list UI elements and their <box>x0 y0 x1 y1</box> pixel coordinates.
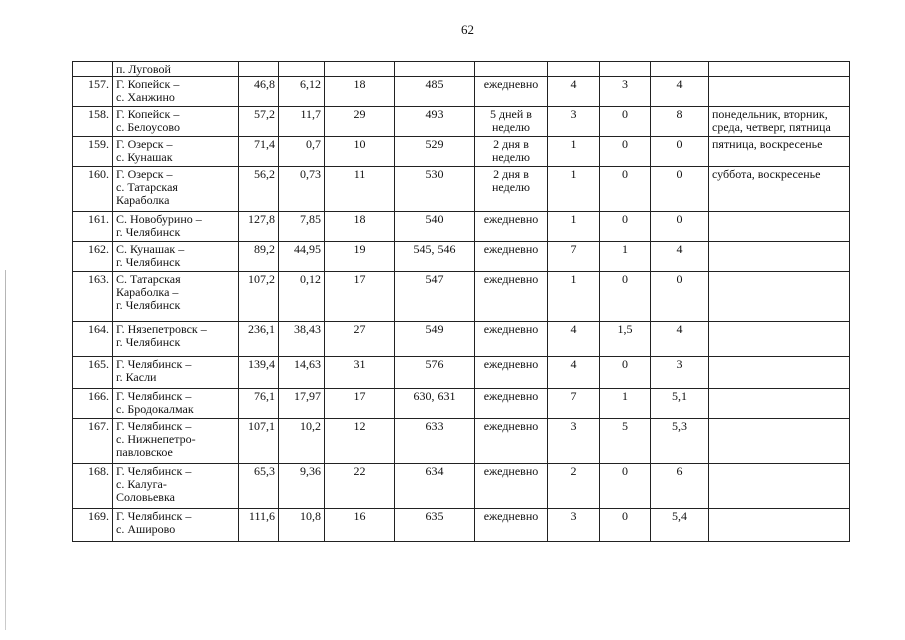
route-cell: Г. Копейск – с. Белоусово <box>113 107 239 137</box>
scan-edge-line <box>5 270 6 630</box>
value-c-cell: 0 <box>651 272 709 322</box>
table-row <box>73 272 850 322</box>
duration-cell: 11 <box>325 167 395 212</box>
frequency-cell: ежедневно <box>475 464 548 509</box>
value-a-cell: 7 <box>548 389 600 419</box>
value-c-cell: 3 <box>651 357 709 389</box>
row-number-cell: 158. <box>73 107 113 137</box>
share-cell: 9,36 <box>279 464 325 509</box>
duration-cell: 17 <box>325 389 395 419</box>
share-cell: 0,12 <box>279 272 325 322</box>
value-c-cell: 5,1 <box>651 389 709 419</box>
frequency-cell: ежедневно <box>475 77 548 107</box>
row-number-cell: 159. <box>73 137 113 167</box>
row-number-cell: 166. <box>73 389 113 419</box>
duration-cell: 19 <box>325 242 395 272</box>
row-number-cell: 157. <box>73 77 113 107</box>
value-a-cell: 2 <box>548 464 600 509</box>
value-a-cell: 7 <box>548 242 600 272</box>
route-cell: Г. Копейск – с. Ханжино <box>113 77 239 107</box>
table-row <box>73 62 850 77</box>
duration-cell: 12 <box>325 419 395 464</box>
distance-cell: 46,8 <box>239 77 279 107</box>
share-cell: 10,2 <box>279 419 325 464</box>
route-number-cell <box>395 62 475 77</box>
value-c-cell: 4 <box>651 242 709 272</box>
table-row <box>73 137 850 167</box>
days-cell <box>709 242 850 272</box>
route-cell: п. Луговой <box>113 62 239 77</box>
value-c-cell: 5,4 <box>651 509 709 542</box>
duration-cell: 31 <box>325 357 395 389</box>
distance-cell: 139,4 <box>239 357 279 389</box>
value-b-cell: 1 <box>600 389 651 419</box>
share-cell: 17,97 <box>279 389 325 419</box>
routes-table <box>72 61 850 542</box>
share-cell: 7,85 <box>279 212 325 242</box>
route-cell: Г. Нязепетровск – г. Челябинск <box>113 322 239 357</box>
value-b-cell: 0 <box>600 464 651 509</box>
route-cell: Г. Челябинск – с. Калуга- Соловьевка <box>113 464 239 509</box>
route-number-cell: 549 <box>395 322 475 357</box>
route-number-cell: 635 <box>395 509 475 542</box>
frequency-cell: ежедневно <box>475 419 548 464</box>
row-number-cell: 165. <box>73 357 113 389</box>
days-cell <box>709 509 850 542</box>
distance-cell: 76,1 <box>239 389 279 419</box>
distance-cell: 107,2 <box>239 272 279 322</box>
value-a-cell: 3 <box>548 419 600 464</box>
table-row <box>73 509 850 542</box>
days-cell <box>709 389 850 419</box>
route-number-cell: 633 <box>395 419 475 464</box>
frequency-cell: 5 дней в неделю <box>475 107 548 137</box>
frequency-cell: 2 дня в неделю <box>475 167 548 212</box>
value-a-cell: 1 <box>548 167 600 212</box>
frequency-cell: ежедневно <box>475 357 548 389</box>
table-row <box>73 212 850 242</box>
days-cell <box>709 62 850 77</box>
duration-cell: 22 <box>325 464 395 509</box>
value-b-cell: 3 <box>600 77 651 107</box>
value-a-cell: 3 <box>548 509 600 542</box>
route-cell: Г. Челябинск – г. Касли <box>113 357 239 389</box>
days-cell: суббота, воскресенье <box>709 167 850 212</box>
share-cell: 44,95 <box>279 242 325 272</box>
days-cell <box>709 322 850 357</box>
value-b-cell <box>600 62 651 77</box>
frequency-cell: ежедневно <box>475 242 548 272</box>
distance-cell: 65,3 <box>239 464 279 509</box>
value-a-cell: 4 <box>548 357 600 389</box>
days-cell: пятница, воскресенье <box>709 137 850 167</box>
share-cell: 38,43 <box>279 322 325 357</box>
route-cell: Г. Озерск – с. Кунашак <box>113 137 239 167</box>
duration-cell: 27 <box>325 322 395 357</box>
duration-cell: 10 <box>325 137 395 167</box>
table-row <box>73 464 850 509</box>
duration-cell: 17 <box>325 272 395 322</box>
frequency-cell: ежедневно <box>475 272 548 322</box>
duration-cell: 18 <box>325 77 395 107</box>
frequency-cell: ежедневно <box>475 322 548 357</box>
days-cell <box>709 272 850 322</box>
route-cell: С. Татарская Караболка – г. Челябинск <box>113 272 239 322</box>
days-cell <box>709 357 850 389</box>
value-a-cell: 4 <box>548 77 600 107</box>
frequency-cell: ежедневно <box>475 212 548 242</box>
value-c-cell: 0 <box>651 212 709 242</box>
share-cell: 10,8 <box>279 509 325 542</box>
value-c-cell: 5,3 <box>651 419 709 464</box>
route-cell: С. Новобурино – г. Челябинск <box>113 212 239 242</box>
value-a-cell: 1 <box>548 212 600 242</box>
row-number-cell: 168. <box>73 464 113 509</box>
row-number-cell: 164. <box>73 322 113 357</box>
frequency-cell: ежедневно <box>475 389 548 419</box>
frequency-cell: ежедневно <box>475 509 548 542</box>
value-b-cell: 0 <box>600 509 651 542</box>
value-b-cell: 0 <box>600 107 651 137</box>
value-c-cell: 0 <box>651 137 709 167</box>
row-number-cell: 161. <box>73 212 113 242</box>
value-b-cell: 1,5 <box>600 322 651 357</box>
share-cell: 0,73 <box>279 167 325 212</box>
route-number-cell: 530 <box>395 167 475 212</box>
value-a-cell: 1 <box>548 272 600 322</box>
value-b-cell: 0 <box>600 357 651 389</box>
value-a-cell: 4 <box>548 322 600 357</box>
value-c-cell: 0 <box>651 167 709 212</box>
table-row <box>73 419 850 464</box>
row-number-cell: 163. <box>73 272 113 322</box>
row-number-cell: 160. <box>73 167 113 212</box>
share-cell <box>279 62 325 77</box>
distance-cell: 56,2 <box>239 167 279 212</box>
days-cell <box>709 77 850 107</box>
route-number-cell: 493 <box>395 107 475 137</box>
distance-cell: 127,8 <box>239 212 279 242</box>
route-cell: Г. Челябинск – с. Нижнепетро- павловское <box>113 419 239 464</box>
route-cell: Г. Озерск – с. Татарская Караболка <box>113 167 239 212</box>
route-number-cell: 545, 546 <box>395 242 475 272</box>
row-number-cell <box>73 62 113 77</box>
share-cell: 14,63 <box>279 357 325 389</box>
table-row <box>73 389 850 419</box>
value-a-cell <box>548 62 600 77</box>
value-c-cell: 4 <box>651 77 709 107</box>
days-cell <box>709 464 850 509</box>
route-number-cell: 634 <box>395 464 475 509</box>
frequency-cell <box>475 62 548 77</box>
share-cell: 0,7 <box>279 137 325 167</box>
route-number-cell: 576 <box>395 357 475 389</box>
table-row <box>73 242 850 272</box>
duration-cell: 16 <box>325 509 395 542</box>
value-b-cell: 0 <box>600 272 651 322</box>
route-cell: Г. Челябинск – с. Бродокалмак <box>113 389 239 419</box>
frequency-cell: 2 дня в неделю <box>475 137 548 167</box>
share-cell: 6,12 <box>279 77 325 107</box>
row-number-cell: 167. <box>73 419 113 464</box>
route-cell: С. Кунашак – г. Челябинск <box>113 242 239 272</box>
value-a-cell: 3 <box>548 107 600 137</box>
days-cell: понедельник, вторник, среда, четверг, пятница <box>709 107 850 137</box>
value-c-cell: 4 <box>651 322 709 357</box>
table-row <box>73 107 850 137</box>
table-row <box>73 322 850 357</box>
distance-cell: 57,2 <box>239 107 279 137</box>
table-row <box>73 167 850 212</box>
distance-cell <box>239 62 279 77</box>
row-number-cell: 169. <box>73 509 113 542</box>
value-b-cell: 0 <box>600 137 651 167</box>
distance-cell: 71,4 <box>239 137 279 167</box>
value-a-cell: 1 <box>548 137 600 167</box>
distance-cell: 107,1 <box>239 419 279 464</box>
distance-cell: 89,2 <box>239 242 279 272</box>
route-number-cell: 485 <box>395 77 475 107</box>
duration-cell <box>325 62 395 77</box>
route-number-cell: 547 <box>395 272 475 322</box>
duration-cell: 18 <box>325 212 395 242</box>
value-c-cell: 8 <box>651 107 709 137</box>
table-row <box>73 77 850 107</box>
distance-cell: 236,1 <box>239 322 279 357</box>
duration-cell: 29 <box>325 107 395 137</box>
route-number-cell: 630, 631 <box>395 389 475 419</box>
distance-cell: 111,6 <box>239 509 279 542</box>
table-row <box>73 357 850 389</box>
value-c-cell: 6 <box>651 464 709 509</box>
route-cell: Г. Челябинск – с. Аширово <box>113 509 239 542</box>
page-number: 62 <box>461 22 474 37</box>
route-number-cell: 529 <box>395 137 475 167</box>
days-cell <box>709 419 850 464</box>
value-c-cell <box>651 62 709 77</box>
value-b-cell: 5 <box>600 419 651 464</box>
route-number-cell: 540 <box>395 212 475 242</box>
value-b-cell: 0 <box>600 167 651 212</box>
value-b-cell: 1 <box>600 242 651 272</box>
value-b-cell: 0 <box>600 212 651 242</box>
share-cell: 11,7 <box>279 107 325 137</box>
days-cell <box>709 212 850 242</box>
row-number-cell: 162. <box>73 242 113 272</box>
